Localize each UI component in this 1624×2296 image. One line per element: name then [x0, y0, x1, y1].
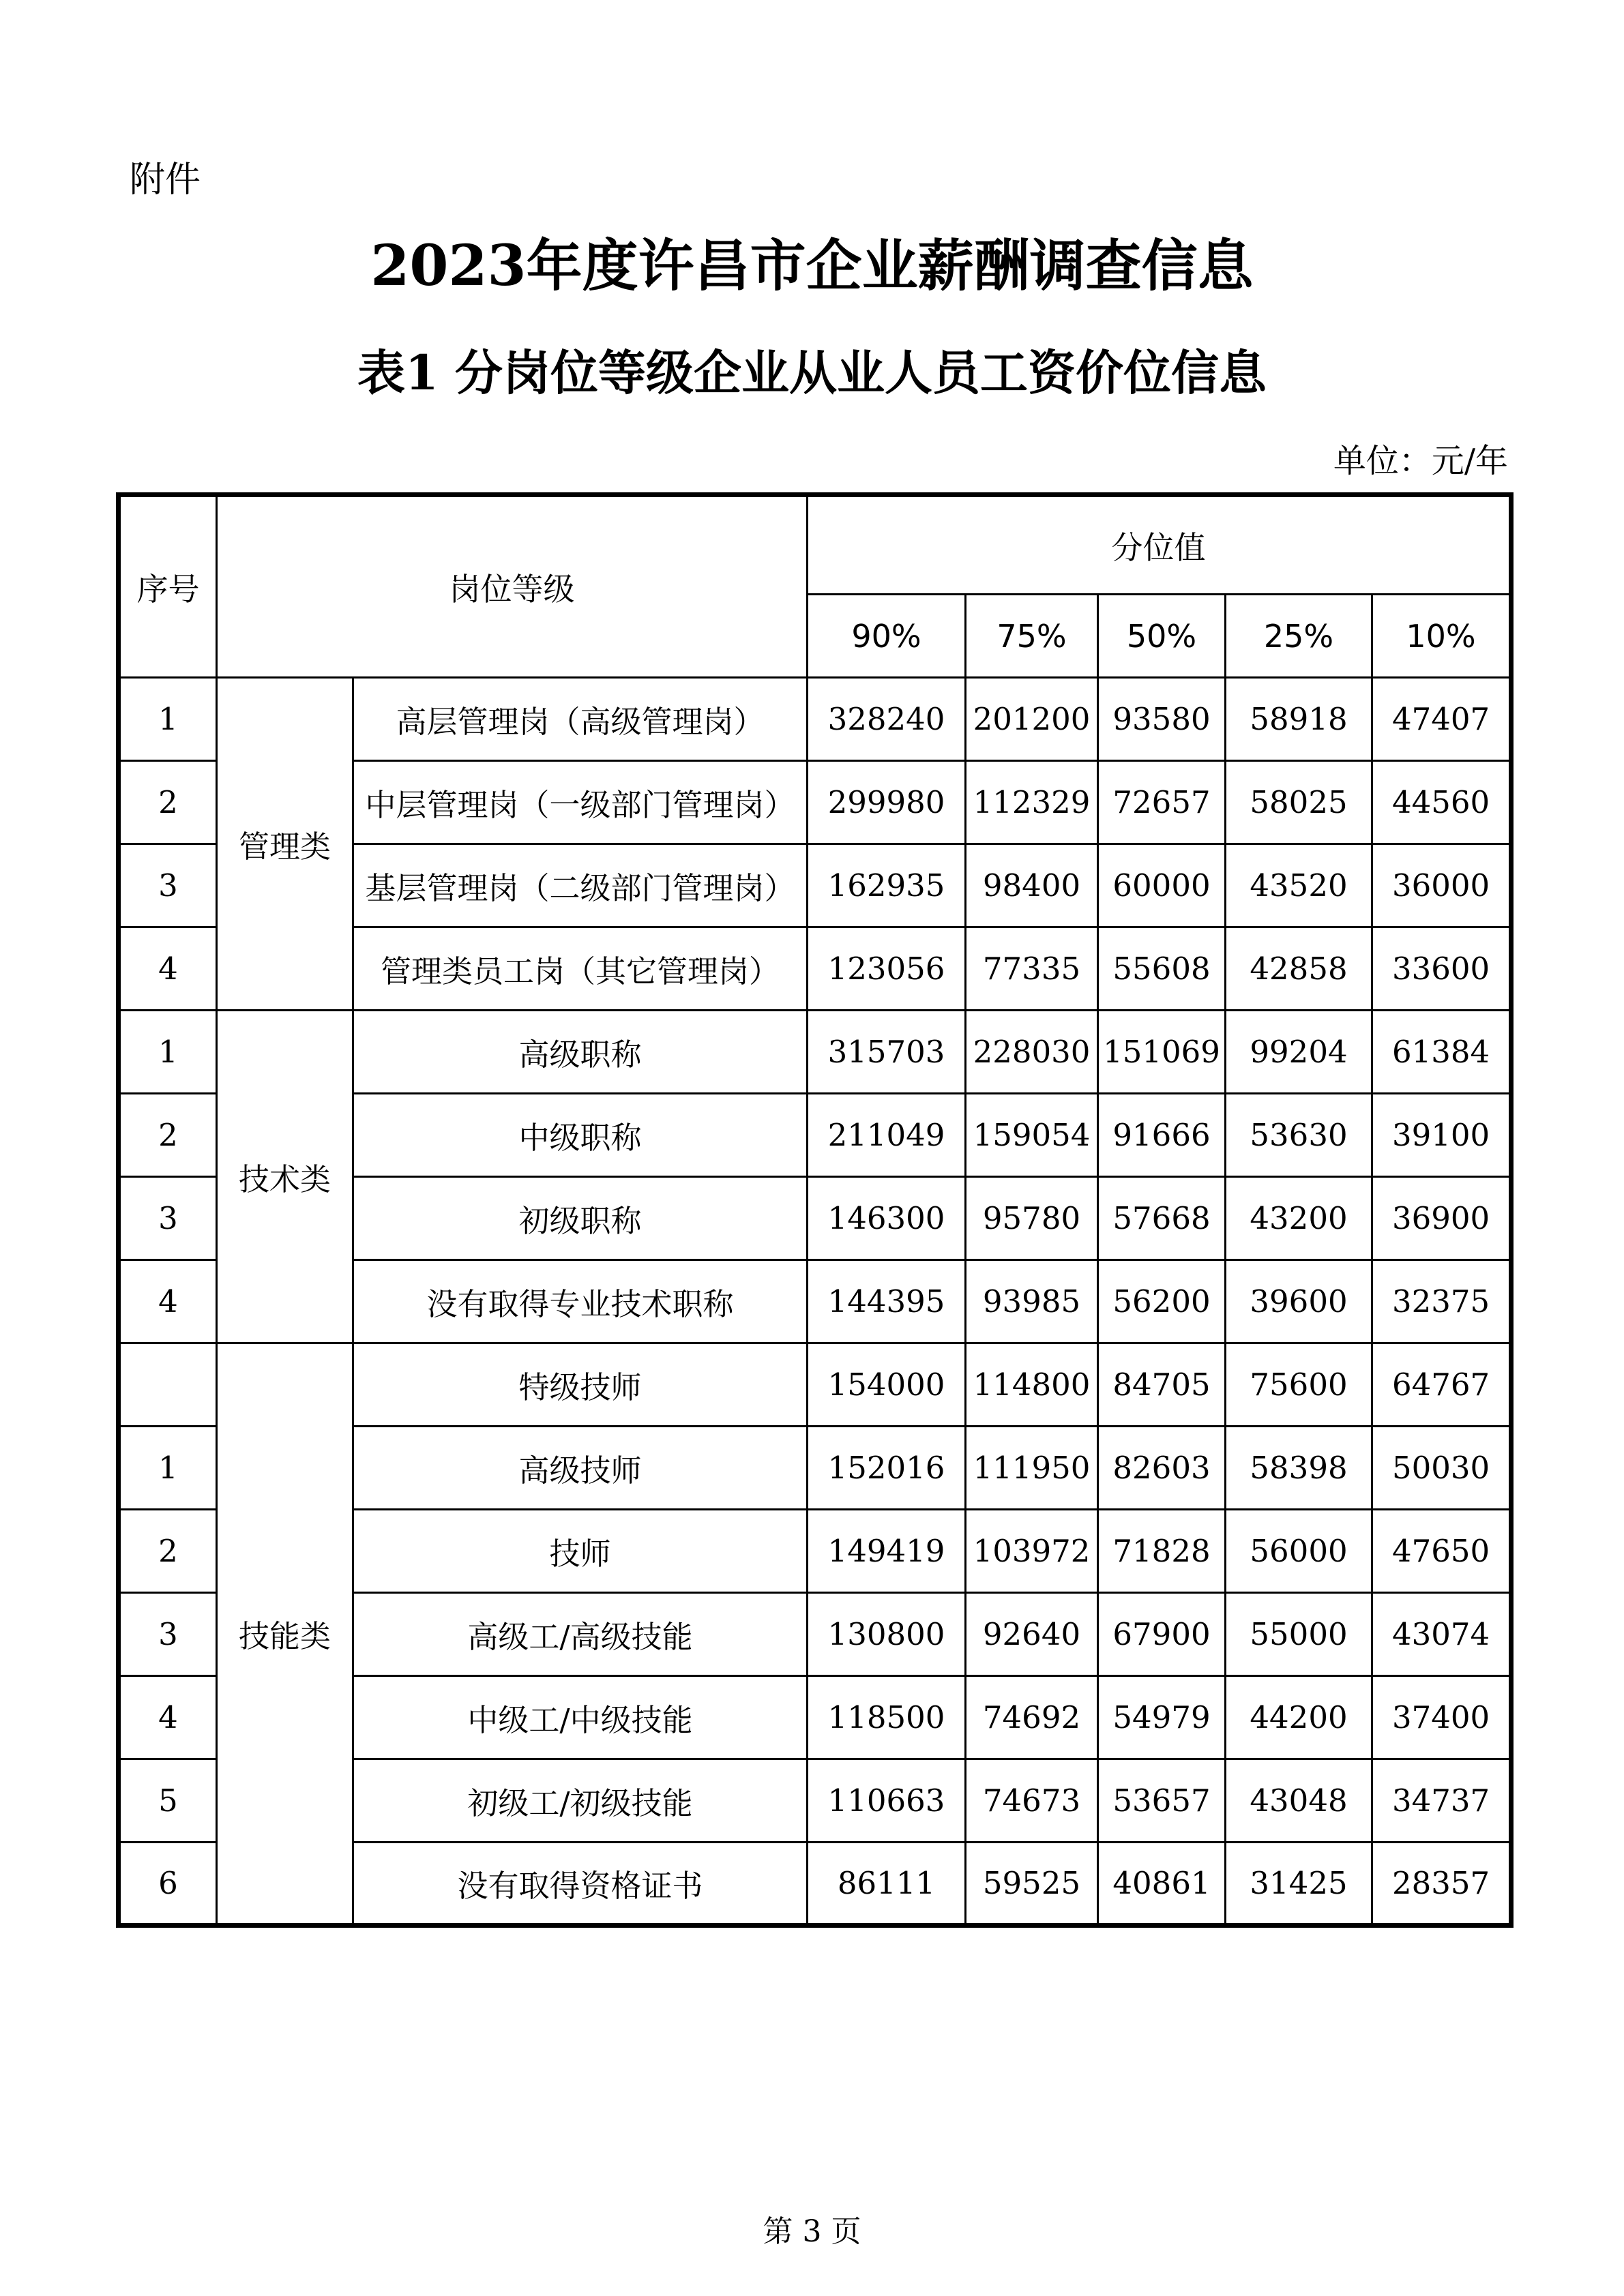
header-percentile: 分位值: [808, 495, 1511, 595]
p10-value-cell: 64767: [1372, 1343, 1511, 1427]
p90-value-cell: 118500: [808, 1676, 966, 1759]
seq-cell: 6: [119, 1843, 217, 1926]
p75-value-cell: 74692: [966, 1676, 1098, 1759]
p10-value-cell: 61384: [1372, 1011, 1511, 1094]
p25-value-cell: 39600: [1226, 1260, 1372, 1343]
p90-value-cell: 146300: [808, 1177, 966, 1260]
document-title: 2023年度许昌市企业薪酬调查信息: [370, 233, 1254, 299]
p25-value-cell: 43048: [1226, 1759, 1372, 1843]
p90-value-cell: 154000: [808, 1343, 966, 1427]
p50-value-cell: 56200: [1098, 1260, 1226, 1343]
seq-cell: 3: [119, 844, 217, 927]
p90-value-cell: 123056: [808, 927, 966, 1011]
p90-value-cell: 144395: [808, 1260, 966, 1343]
p25-value-cell: 31425: [1226, 1843, 1372, 1926]
p75-value-cell: 159054: [966, 1094, 1098, 1177]
header-p90: 90%: [808, 595, 966, 678]
header-position-level: 岗位等级: [217, 495, 808, 678]
p75-value-cell: 95780: [966, 1177, 1098, 1260]
p75-value-cell: 77335: [966, 927, 1098, 1011]
p10-value-cell: 43074: [1372, 1593, 1511, 1676]
p75-value-cell: 74673: [966, 1759, 1098, 1843]
p10-value-cell: 50030: [1372, 1427, 1511, 1510]
p25-value-cell: 58025: [1226, 761, 1372, 844]
p90-value-cell: 86111: [808, 1843, 966, 1926]
p10-value-cell: 47407: [1372, 678, 1511, 761]
p75-value-cell: 228030: [966, 1011, 1098, 1094]
seq-cell: 3: [119, 1593, 217, 1676]
p90-value-cell: 149419: [808, 1510, 966, 1593]
p10-value-cell: 33600: [1372, 927, 1511, 1011]
p90-value-cell: 110663: [808, 1759, 966, 1843]
table-title: 表1 分岗位等级企业从业人员工资价位信息: [357, 344, 1267, 401]
p25-value-cell: 44200: [1226, 1676, 1372, 1759]
p90-value-cell: 162935: [808, 844, 966, 927]
p90-value-cell: 315703: [808, 1011, 966, 1094]
p25-value-cell: 43520: [1226, 844, 1372, 927]
p50-value-cell: 91666: [1098, 1094, 1226, 1177]
p25-value-cell: 55000: [1226, 1593, 1372, 1676]
p25-value-cell: 53630: [1226, 1094, 1372, 1177]
p90-value-cell: 152016: [808, 1427, 966, 1510]
p10-value-cell: 36000: [1372, 844, 1511, 927]
seq-cell: 4: [119, 1260, 217, 1343]
p50-value-cell: 151069: [1098, 1011, 1226, 1094]
category-cell: 管理类: [217, 678, 353, 1011]
p75-value-cell: 201200: [966, 678, 1098, 761]
position-level-cell: 高级工/高级技能: [353, 1593, 808, 1676]
p25-value-cell: 42858: [1226, 927, 1372, 1011]
p50-value-cell: 53657: [1098, 1759, 1226, 1843]
position-level-cell: 管理类员工岗（其它管理岗）: [353, 927, 808, 1011]
position-level-cell: 没有取得资格证书: [353, 1843, 808, 1926]
position-level-cell: 技师: [353, 1510, 808, 1593]
p75-value-cell: 59525: [966, 1843, 1098, 1926]
seq-cell: 2: [119, 1094, 217, 1177]
seq-cell: 5: [119, 1759, 217, 1843]
p50-value-cell: 60000: [1098, 844, 1226, 927]
header-p10: 10%: [1372, 595, 1511, 678]
p10-value-cell: 36900: [1372, 1177, 1511, 1260]
p75-value-cell: 103972: [966, 1510, 1098, 1593]
table-row: [119, 1343, 1511, 1427]
p50-value-cell: 40861: [1098, 1843, 1226, 1926]
table-body: [119, 678, 1511, 1926]
position-level-cell: 高级职称: [353, 1011, 808, 1094]
p50-value-cell: 84705: [1098, 1343, 1226, 1427]
p50-value-cell: 82603: [1098, 1427, 1226, 1510]
p75-value-cell: 93985: [966, 1260, 1098, 1343]
p90-value-cell: 211049: [808, 1094, 966, 1177]
position-level-cell: 中级工/中级技能: [353, 1676, 808, 1759]
position-level-cell: 没有取得专业技术职称: [353, 1260, 808, 1343]
p50-value-cell: 67900: [1098, 1593, 1226, 1676]
header-p50: 50%: [1098, 595, 1226, 678]
seq-cell: 4: [119, 1676, 217, 1759]
position-level-cell: 初级工/初级技能: [353, 1759, 808, 1843]
p25-value-cell: 58918: [1226, 678, 1372, 761]
table-row: [119, 1011, 1511, 1094]
seq-cell: 1: [119, 1011, 217, 1094]
p75-value-cell: 98400: [966, 844, 1098, 927]
position-level-cell: 高级技师: [353, 1427, 808, 1510]
p10-value-cell: 44560: [1372, 761, 1511, 844]
p75-value-cell: 114800: [966, 1343, 1098, 1427]
category-cell: 技术类: [217, 1011, 353, 1343]
position-level-cell: 初级职称: [353, 1177, 808, 1260]
p10-value-cell: 39100: [1372, 1094, 1511, 1177]
page-number: 第 3 页: [763, 2214, 861, 2249]
attachment-label: 附件: [130, 160, 201, 200]
p50-value-cell: 57668: [1098, 1177, 1226, 1260]
p90-value-cell: 299980: [808, 761, 966, 844]
seq-cell: 2: [119, 761, 217, 844]
header-p25: 25%: [1226, 595, 1372, 678]
p25-value-cell: 75600: [1226, 1343, 1372, 1427]
p25-value-cell: 43200: [1226, 1177, 1372, 1260]
seq-cell: 4: [119, 927, 217, 1011]
table-header: [119, 495, 1511, 678]
salary-table: [116, 492, 1514, 1928]
seq-cell: 2: [119, 1510, 217, 1593]
p10-value-cell: 34737: [1372, 1759, 1511, 1843]
category-cell: 技能类: [217, 1343, 353, 1926]
table-row: [119, 678, 1511, 761]
p10-value-cell: 32375: [1372, 1260, 1511, 1343]
seq-cell: 1: [119, 678, 217, 761]
unit-label: 单位：元/年: [1333, 442, 1508, 480]
header-seq: 序号: [119, 495, 217, 678]
position-level-cell: 中层管理岗（一级部门管理岗）: [353, 761, 808, 844]
seq-cell: 3: [119, 1177, 217, 1260]
header-p75: 75%: [966, 595, 1098, 678]
p75-value-cell: 111950: [966, 1427, 1098, 1510]
seq-cell: [119, 1343, 217, 1427]
seq-cell: 1: [119, 1427, 217, 1510]
p50-value-cell: 72657: [1098, 761, 1226, 844]
p25-value-cell: 58398: [1226, 1427, 1372, 1510]
p50-value-cell: 93580: [1098, 678, 1226, 761]
p10-value-cell: 37400: [1372, 1676, 1511, 1759]
p90-value-cell: 130800: [808, 1593, 966, 1676]
p50-value-cell: 55608: [1098, 927, 1226, 1011]
position-level-cell: 特级技师: [353, 1343, 808, 1427]
p75-value-cell: 92640: [966, 1593, 1098, 1676]
p25-value-cell: 56000: [1226, 1510, 1372, 1593]
p25-value-cell: 99204: [1226, 1011, 1372, 1094]
position-level-cell: 高层管理岗（高级管理岗）: [353, 678, 808, 761]
p50-value-cell: 71828: [1098, 1510, 1226, 1593]
position-level-cell: 中级职称: [353, 1094, 808, 1177]
p75-value-cell: 112329: [966, 761, 1098, 844]
p10-value-cell: 28357: [1372, 1843, 1511, 1926]
p10-value-cell: 47650: [1372, 1510, 1511, 1593]
position-level-cell: 基层管理岗（二级部门管理岗）: [353, 844, 808, 927]
p50-value-cell: 54979: [1098, 1676, 1226, 1759]
p90-value-cell: 328240: [808, 678, 966, 761]
